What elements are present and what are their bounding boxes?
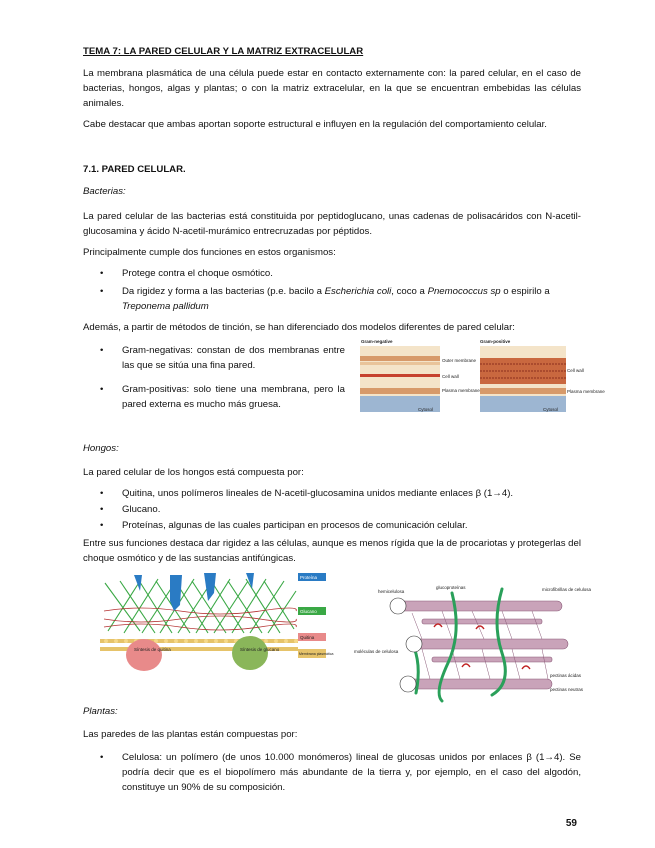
bullet-glyph: • — [100, 384, 104, 395]
outer-membrane-label: Outer membrane — [442, 358, 477, 363]
glucoproteinas-label: glucoproteínas — [436, 585, 466, 590]
intro-paragraph-1: La membrana plasmática de una célula puede estar en contacto externamente con: la pared celular, en el caso de bacterias, hongos, algas y plantas; o con la matriz extracelular, en la que se encuentran embebidas las células animales. — [83, 68, 581, 109]
bullet-glyph: • — [100, 286, 104, 297]
hemicelulosa-label: hemicelulosa — [378, 589, 405, 594]
plantas-list — [100, 750, 581, 798]
svg-text:Glucano: Glucano — [300, 609, 317, 614]
section-heading: 7.1. PARED CELULAR. — [83, 164, 186, 175]
bacterias-paragraph-1: La pared celular de las bacterias está constituida por peptidoglucano, unas cadenas de polisacáridos con N-acetil-glucosamina y ácido N-acetil-murámico entrecruzadas por péptidos. — [83, 211, 581, 237]
gram-negative-title: Gram-negative — [361, 339, 393, 344]
list-item: • Da rigidez y forma a las bacterias (p.e. bacilo a Escherichia coli, coco a Pnemococcus sp o espirilo a Treponema pallidum — [100, 286, 550, 312]
pectinas-acidas-label: pectinas ácidas — [550, 673, 582, 678]
gram-positive-title: Gram-positive — [480, 339, 511, 344]
bullet-glyph: • — [100, 345, 104, 356]
list-item: • Celulosa: un polímero (de unos 10.000 monómeros) lineal de glucosas unidos por enlaces β (1→4). Se podría decir que es el biopolímero más abundante de la tierra y, por ejemplo, en el caso del algodón, constituye un 90% de su composición. — [100, 752, 581, 793]
bacterias-heading: Bacterias: — [83, 186, 126, 197]
page-number: 59 — [565, 818, 577, 829]
list-item: • Quitina, unos polímeros lineales de N-acetil-glucosamina unidos mediante enlaces β (1→4). — [100, 488, 514, 499]
plantas-heading: Plantas: — [83, 706, 118, 717]
bacterias-paragraph-2: Principalmente cumple dos funciones en estos organismos: — [83, 247, 336, 258]
microfibrillas-label: microfibrillas de celulosa — [542, 587, 592, 592]
bullet-glyph: • — [100, 488, 104, 499]
list-item: • Glucano. — [100, 504, 161, 515]
svg-text:Quitina: Quitina — [300, 635, 315, 640]
thin-wall-band — [360, 374, 440, 377]
outer-membrane-band — [360, 356, 440, 361]
page-title: TEMA 7: LA PARED CELULAR Y LA MATRIZ EXTRACELULAR — [83, 46, 364, 57]
cell-wall-label-pos: Cell wall — [567, 368, 584, 373]
cytosol-label-neg: Cytosol — [418, 407, 434, 412]
pectinas-neutras-label: pectinas neutras — [550, 687, 584, 692]
bullet-glyph: • — [100, 268, 104, 279]
list-item: • Proteínas, algunas de las cuales participan en procesos de comunicación celular. — [100, 520, 468, 531]
gram-list — [100, 343, 345, 415]
sint-quitina-label: Síntesis de quitina — [134, 647, 171, 652]
hongos-heading: Hongos: — [83, 443, 119, 454]
hongos-paragraph-2: Entre sus funciones destaca dar rigidez a las células, aunque es menos rígida que la de procariotas y protegerlas del choque osmótico y de las sustancias antifúngicas. — [83, 538, 581, 564]
hongos-paragraph-1: La pared celular de los hongos está compuesta por: — [83, 467, 304, 478]
bullet-glyph: • — [100, 752, 104, 763]
cell-wall-label-neg: Cell wall — [442, 374, 459, 379]
plantas-paragraph-1: Las paredes de las plantas están compuestas por: — [83, 729, 298, 740]
cytosol-label-pos: Cytosol — [543, 407, 559, 412]
svg-text:Membrana plasmática: Membrana plasmática — [299, 652, 334, 656]
list-item: • Protege contra el choque osmótico. — [100, 268, 273, 279]
glucano-synthase — [232, 636, 268, 670]
plasma-membrane-label-pos: Plasma membrane — [567, 389, 605, 394]
svg-text:Proteína: Proteína — [300, 575, 318, 580]
plasma-membrane-label-neg: Plasma membrane — [442, 388, 480, 393]
membrane-band — [100, 639, 298, 643]
bacterias-paragraph-3: Además, a partir de métodos de tinción, se han diferenciado dos modelos diferentes de pared celular: — [83, 322, 515, 333]
quitina-synthase — [126, 639, 162, 671]
list-item: • Gram-negativas: constan de dos membranas entre las que se sitúa una fina pared. — [100, 345, 345, 371]
plant-wall-figure — [352, 583, 592, 703]
moleculas-label: moléculas de celulosa — [354, 649, 399, 654]
bacterias-functions-list — [100, 266, 581, 317]
bullet-glyph: • — [100, 520, 104, 531]
plasma-membrane-band — [360, 388, 440, 394]
sint-glucano-label: Síntesis de glucano — [240, 647, 280, 652]
intro-paragraph-2: Cabe destacar que ambas aportan soporte estructural e influyen en la regulación del comportamiento celular. — [83, 119, 547, 130]
list-item: • Gram-positivas: solo tiene una membrana, pero la pared externa es mucho más gruesa. — [100, 384, 345, 410]
hongos-list — [100, 486, 581, 536]
bullet-glyph: • — [100, 504, 104, 515]
gram-wall-figure — [358, 336, 605, 416]
fungal-wall-figure — [100, 571, 334, 677]
